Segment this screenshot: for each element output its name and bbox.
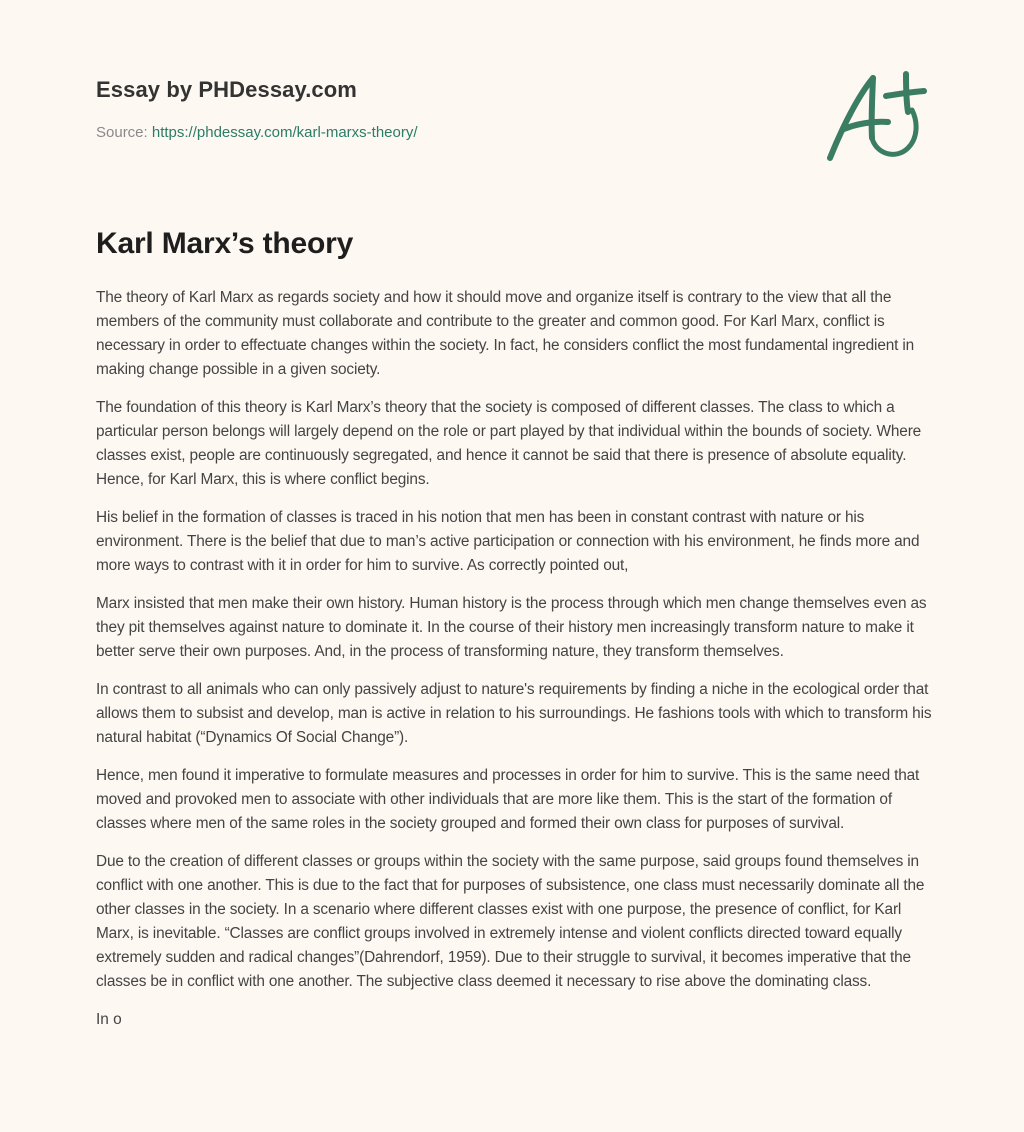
truncated-paragraph: In o — [96, 1011, 122, 1028]
source-line — [96, 123, 936, 143]
essay-paragraph: In contrast to all animals who can only passively adjust to nature's requirements by finding a niche in the ecological order that allows them to subsist and develop, man is active in relation to his surroundings. He fashions tools with which to transform his natural habitat (“Dynamics Of Social Change”). — [96, 681, 932, 746]
essay-content — [96, 224, 932, 1032]
essay-paragraph: His belief in the formation of classes is traced in his notion that men has been in constant contrast with nature or his environment. There is the belief that due to man’s active participation or connection with his environment, he finds more and more ways to contrast with it in order for him to survive. As correctly pointed out, — [96, 509, 920, 574]
essay-title: Karl Marx’s theory — [96, 227, 354, 260]
essay-paragraph: Hence, men found it imperative to formulate measures and processes in order for him to survive. This is the same need that moved and provoked men to associate with other individuals that are more like them. This is the start of the formation of classes where men of the same roles in the society grouped and formed their own class for purposes of survival. — [96, 767, 920, 832]
site-title: Essay by PHDessay.com — [96, 77, 357, 102]
a-plus-icon — [820, 66, 930, 166]
essay-paragraph: The foundation of this theory is Karl Marx’s theory that the society is composed of different classes. The class to which a particular person belongs will largely depend on the role or part played by that individual within the bounds of society. Where classes exist, people are continuously segregated, and hence it cannot be said that there is presence of absolute equality. Hence, for Karl Marx, this is where conflict begins. — [96, 399, 922, 488]
essay-paragraph: The theory of Karl Marx as regards society and how it should move and organize itself is contrary to the view that all the members of the community must collaborate and contribute to the greater and common good. For Karl Marx, conflict is necessary in order to effectuate changes within the society. In fact, he considers conflict the most fundamental ingredient in making change possible in a given society. — [96, 289, 915, 378]
essay-paragraph: Due to the creation of different classes or groups within the society with the same purpose, said groups found themselves in conflict with one another. This is due to the fact that for purposes of subsistence, one class must necessarily dominate all the other classes in the society. In a scenario where different classes exist with one purpose, the presence of conflict, for Karl Marx, is inevitable. “Classes are conflict groups involved in extremely intense and violent conflicts directed toward equally extremely sudden and radical changes”(Dahrendorf, 1959). Due to their struggle to survival, it becomes imperative that the classes be in conflict with one another. The subjective class deemed it necessary to rise above the dominating class. — [96, 853, 925, 990]
page-header — [96, 74, 936, 174]
source-label: Source: — [96, 124, 148, 141]
essay-body — [96, 286, 932, 1032]
source-link[interactable]: https://phdessay.com/karl-marxs-theory/ — [151, 124, 418, 141]
essay-paragraph: Marx insisted that men make their own history. Human history is the process through which men change themselves even as they pit themselves against nature to dominate it. In the course of their history men increasingly transform nature to make it better serve their own purposes. And, in the process of transforming nature, they transform themselves. — [96, 595, 927, 660]
